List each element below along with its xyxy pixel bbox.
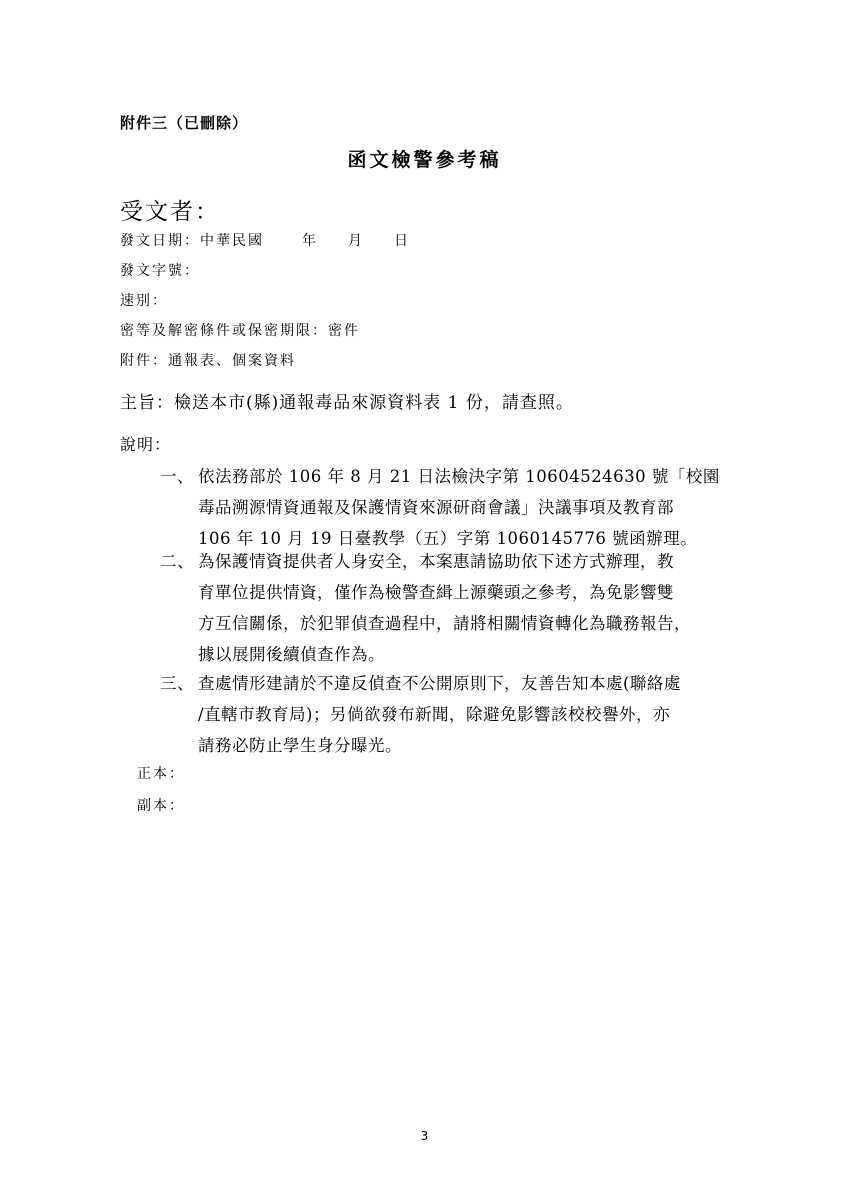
- explanation-item: [160, 461, 752, 554]
- item-text-line: /直轄市教育局)；另倘欲發布新聞，除避免影響該校校譽外，亦: [198, 705, 670, 724]
- speed-line: 速別：: [120, 293, 168, 309]
- carbon-copy-line: 副本：: [137, 798, 185, 814]
- explanation-label: 說明：: [120, 435, 172, 454]
- item-number: 一、: [160, 467, 194, 486]
- page-number: 3: [420, 1129, 429, 1143]
- document-title: 函文檢警參考稿: [347, 149, 502, 171]
- classification-line: 密等及解密條件或保密期限：密件: [120, 323, 360, 339]
- attachments-line: 附件：通報表、個案資料: [120, 353, 296, 369]
- item-text-line: 方互信關係，於犯罪偵查過程中，請將相關情資轉化為職務報告，: [198, 614, 691, 633]
- issue-date-label: 發文日期：中華民國: [120, 233, 264, 249]
- item-text-line: 育單位提供情資，僅作為檢警查緝上源藥頭之參考，為免影響雙: [198, 583, 674, 602]
- explanation-item: [160, 546, 752, 670]
- item-text-line: 毒品溯源情資通報及保護情資來源研商會議」決議事項及教育部: [198, 498, 674, 517]
- issue-date-line: [120, 230, 410, 250]
- subject-line: 主旨：檢送本市(縣)通報毒品來源資料表 1 份，請查照。: [120, 393, 574, 413]
- item-text-line: 據以展開後續偵查作為。: [198, 645, 385, 664]
- item-text-line: 請務必防止學生身分曝光。: [198, 736, 402, 755]
- item-number: 二、: [160, 552, 194, 571]
- issue-date-day-unit: 日: [394, 233, 410, 249]
- issue-date-month-unit: 月: [348, 233, 364, 249]
- recipient-label: 受文者：: [120, 199, 220, 225]
- explanation-item: [160, 668, 752, 761]
- item-text-line: 106 年 10 月 19 日臺教學（五）字第 1060145776 號函辦理。: [198, 529, 698, 548]
- issue-date-year-unit: 年: [302, 233, 318, 249]
- attachment-header: 附件三（已刪除）: [120, 114, 249, 132]
- item-text-line: 依法務部於 106 年 8 月 21 日法檢決字第 10604524630 號「校園: [198, 467, 720, 486]
- original-copy-line: 正本：: [137, 766, 185, 782]
- item-number: 三、: [160, 674, 194, 693]
- item-text-line: 為保護情資提供者人身安全，本案惠請協助依下述方式辦理，教: [198, 552, 674, 571]
- item-text-line: 查處情形建請於不違反偵查不公開原則下，友善告知本處(聯絡處: [198, 674, 681, 693]
- reference-number-line: 發文字號：: [120, 263, 200, 279]
